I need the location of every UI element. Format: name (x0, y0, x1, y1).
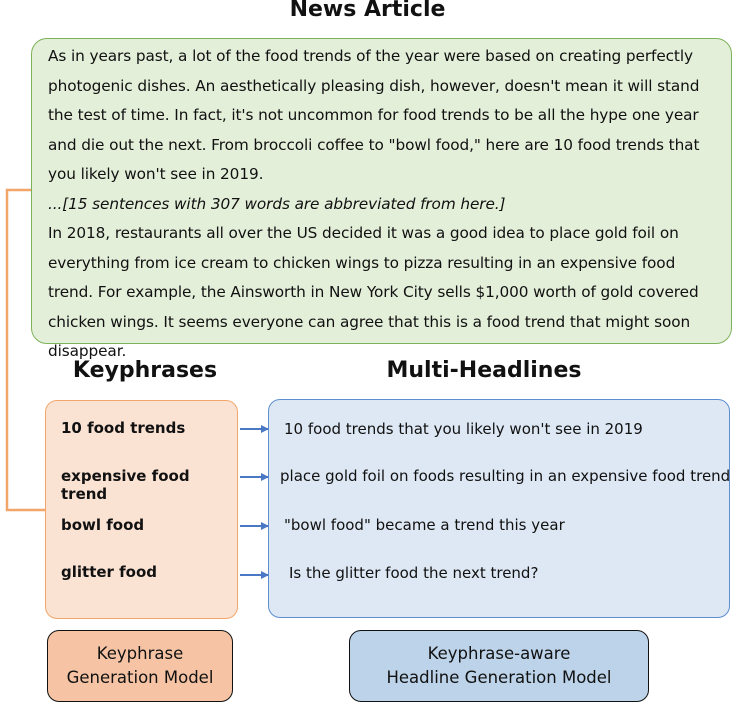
news-article-title: News Article (289, 0, 446, 22)
headline-model-label-line1: Keyphrase-aware (427, 644, 571, 663)
article-paragraph-1: As in years past, a lot of the food trends of the year were based on creating perfectly photogenic dishes. An aesthetically pleasing dish, however, doesn't mean it will stand the test of time. In fact, it's not uncommon for food trends to be all the hype one year and die out the next. From broccoli coffee to "bowl food," here are 10 food trends that you likely won't see in 2019. (48, 47, 700, 183)
headline-model-label-line2: Headline Generation Model (386, 668, 612, 687)
headline-item: "bowl food" became a trend this year (284, 516, 565, 534)
article-to-keyphrases-connector (7, 190, 45, 510)
keyphrase-item: 10 food trends (61, 419, 186, 437)
article-paragraph-2: In 2018, restaurants all over the US decided it was a good idea to place gold foil on everything from ice cream to chicken wings to pizza resulting in an expensive food trend. For example, the Ainsworth in New York City sells $1,000 worth of gold covered chicken wings. It seems everyone can agree that this is a food trend that might soon disappear. (48, 224, 699, 360)
keyphrase-item: glitter food (61, 563, 158, 581)
headline-item: Is the glitter food the next trend? (289, 564, 539, 582)
headline-item: 10 food trends that you likely won't see in 2019 (284, 420, 643, 438)
keyphrase-model-label-line2: Generation Model (66, 668, 214, 687)
headline-item: place gold foil on foods resulting in an expensive food trend (280, 467, 731, 485)
keyphrase-model-label-line1: Keyphrase (96, 644, 184, 663)
keyphrase-item: bowl food (61, 516, 145, 534)
keyphrases-title: Keyphrases (72, 358, 218, 383)
keyphrase-item: expensive food trend (61, 467, 190, 503)
multi-headlines-title: Multi-Headlines (386, 358, 582, 383)
article-abbreviation-note: ...[15 sentences with 307 words are abbreviated from here.] (48, 194, 506, 213)
